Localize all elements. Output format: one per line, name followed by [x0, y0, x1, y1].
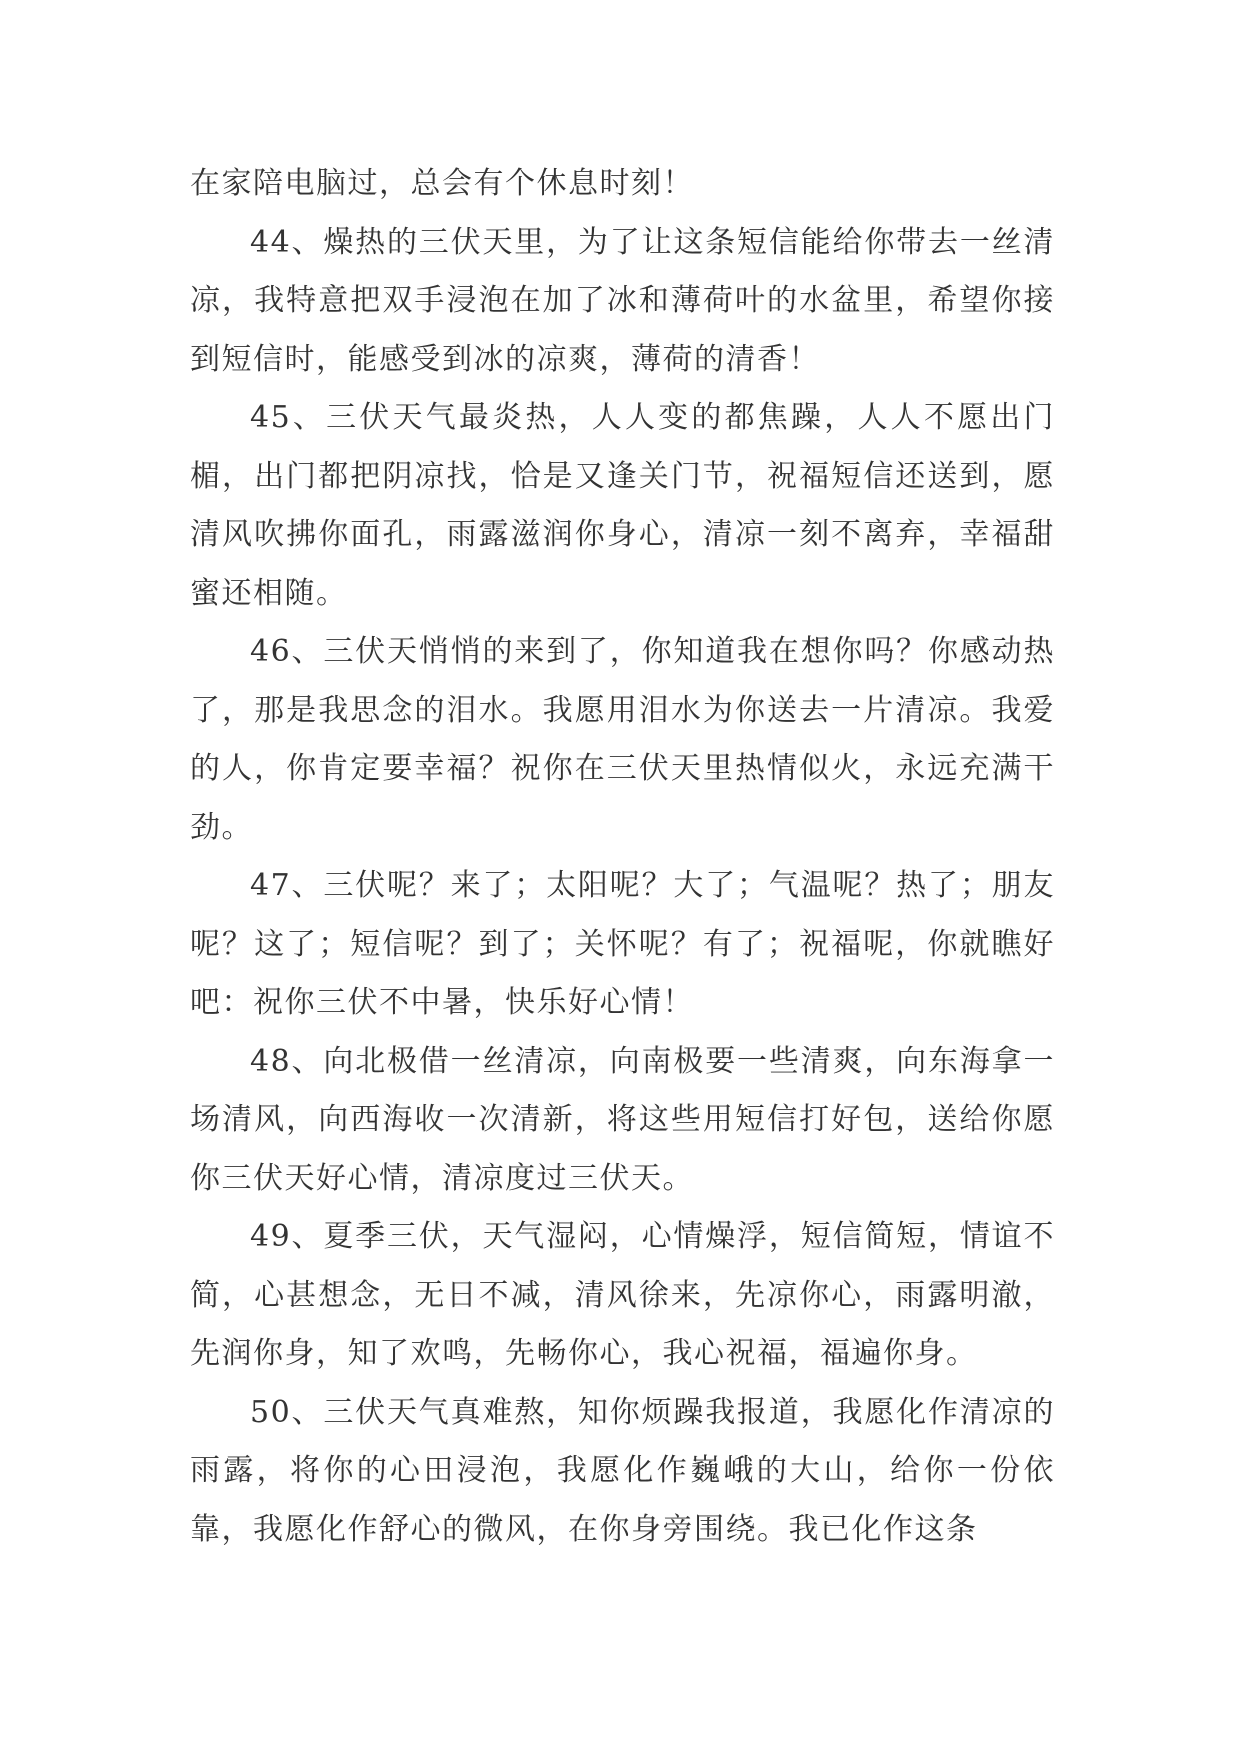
paragraph-item-45: 45、三伏天气最炎热，人人变的都焦躁，人人不愿出门楣，出门都把阴凉找，恰是又逢关门节，祝福短信还送到，愿清风吹拂你面孔，雨露滋润你身心，清凉一刻不离弃，幸福甜蜜还相随。: [190, 400, 1055, 611]
paragraph-item-47: 47、三伏呢？来了；太阳呢？大了；气温呢？热了；朋友呢？这了；短信呢？到了；关怀呢？有了；祝福呢，你就瞧好吧：祝你三伏不中暑，快乐好心情！: [190, 868, 1055, 1020]
paragraph-item-50: 50、三伏天气真难熬，知你烦躁我报道，我愿化作清凉的雨露，将你的心田浸泡，我愿化作巍峨的大山，给你一份依靠，我愿化作舒心的微风，在你身旁围绕。我已化作这条: [190, 1394, 1055, 1547]
paragraph-item-44: 44、燥热的三伏天里，为了让这条短信能给你带去一丝清凉，我特意把双手浸泡在加了冰和薄荷叶的水盆里，希望你接到短信时，能感受到冰的凉爽，薄荷的清香！: [190, 224, 1055, 377]
paragraph-item-46: 46、三伏天悄悄的来到了，你知道我在想你吗？你感动热了，那是我思念的泪水。我愿用泪水为你送去一片清凉。我爱的人，你肯定要幸福？祝你在三伏天里热情似火，永远充满干劲。: [190, 634, 1055, 845]
paragraph: 在家陪电脑过，总会有个休息时刻！: [190, 166, 694, 201]
document-body: [190, 155, 1055, 1559]
paragraph-item-49: 49、夏季三伏，天气湿闷，心情燥浮，短信简短，情谊不简，心甚想念，无日不减，清风徐来，先凉你心，雨露明澈，先润你身，知了欢鸣，先畅你心，我心祝福，福遍你身。: [190, 1219, 1055, 1371]
paragraph-item-48: 48、向北极借一丝清凉，向南极要一些清爽，向东海拿一场清风，向西海收一次清新，将这些用短信打好包，送给你愿你三伏天好心情，清凉度过三伏天。: [190, 1043, 1055, 1196]
